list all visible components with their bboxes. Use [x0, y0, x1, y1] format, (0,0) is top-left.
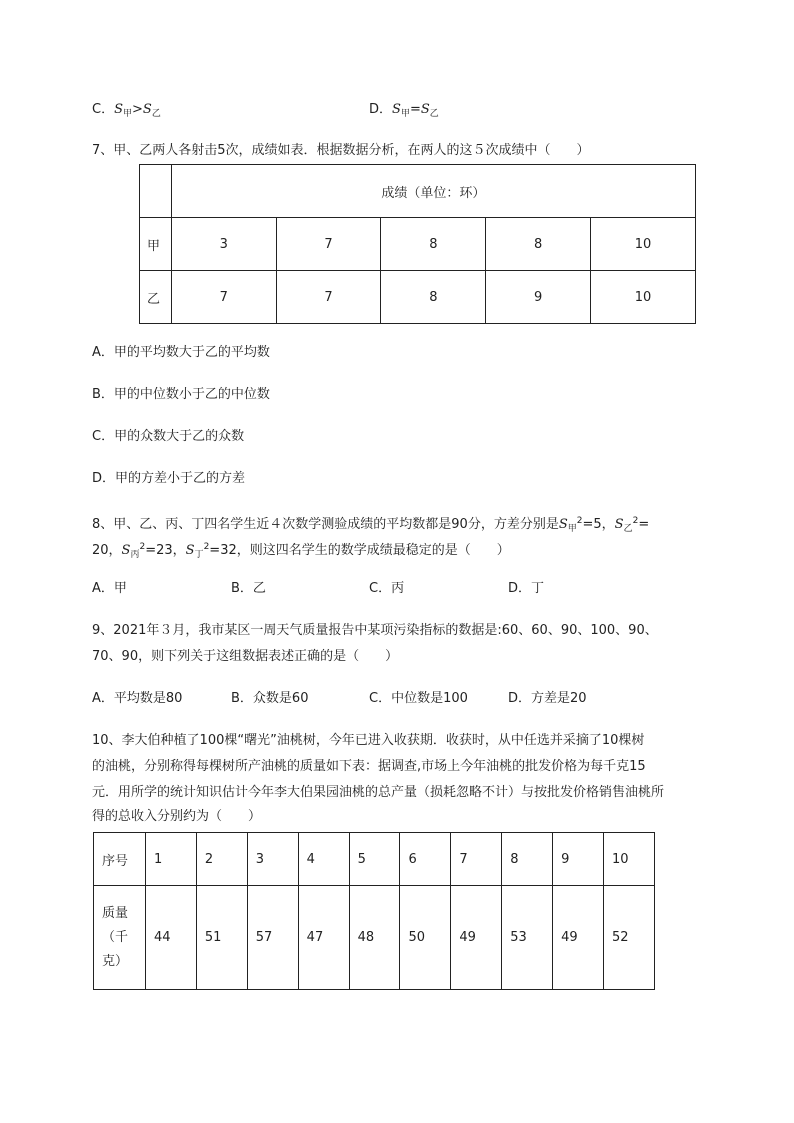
q7-header-row: [140, 165, 696, 218]
q8-line-2: 20，$S_丙^2=23$，$S_丁^2=32$，则这四名学生的数学成绩最稳定的是（ ）: [92, 542, 510, 560]
q6-option-d: D．$S_甲=S_乙$: [369, 102, 439, 119]
q7-score-table: [139, 164, 696, 324]
q10-line-2: 的油桃，分别称得每棵树所产油桃的质量如下表：据调查,市场上今年油桃的批发价格为每千克15: [92, 759, 646, 774]
q9-line-2: 70、90，则下列关于这组数据表述正确的是（ ）: [92, 649, 399, 664]
q8-line-1: 8、甲、乙、丙、丁四名学生近４次数学测验成绩的平均数都是90分，方差分别是$S_甲^2=5$，$S_乙^2=$: [92, 516, 650, 534]
q10-index-cell: 10: [604, 833, 655, 886]
q7-row-label: 乙: [140, 271, 172, 324]
q7-option-d: D．甲的方差小于乙的方差: [92, 471, 246, 486]
q7-cell: 8: [381, 218, 486, 271]
q10-index-row: [94, 833, 655, 886]
q10-line-4: 得的总收入分别约为（ ）: [92, 809, 262, 824]
q7-option-a: A．甲的平均数大于乙的平均数: [92, 345, 270, 360]
q7-cell: 7: [276, 218, 381, 271]
q10-mass-cell: 49: [451, 886, 502, 990]
q7-cell: 7: [171, 271, 276, 324]
q8-option-d: D．丁: [508, 581, 545, 596]
q7-cell: 8: [486, 218, 591, 271]
q10-row-label: 质量 （千 克）: [94, 886, 146, 990]
q7-option-c: C．甲的众数大于乙的众数: [92, 429, 245, 444]
q10-index-cell: 4: [298, 833, 349, 886]
q10-mass-table: [93, 832, 655, 990]
q8-option-c: C．丙: [369, 581, 405, 596]
q10-mass-row: [94, 886, 655, 990]
q7-cell: 8: [381, 271, 486, 324]
q10-row-label: 序号: [94, 833, 146, 886]
q7-option-b: B．甲的中位数小于乙的中位数: [92, 387, 270, 402]
q8-option-a: A．甲: [92, 581, 127, 596]
q10-mass-cell: 51: [196, 886, 247, 990]
q9-option-d: D．方差是20: [508, 691, 587, 706]
q7-cell: 3: [171, 218, 276, 271]
q7-row-yi: [140, 271, 696, 324]
q10-index-cell: 5: [349, 833, 400, 886]
q10-index-cell: 9: [553, 833, 604, 886]
q9-option-b: B．众数是60: [231, 691, 309, 706]
q7-cell: 9: [486, 271, 591, 324]
q7-corner-cell: [140, 165, 172, 218]
q9-option-a: A．平均数是80: [92, 691, 183, 706]
q8-option-b: B．乙: [231, 581, 266, 596]
q7-header-cell: 成绩（单位：环）: [171, 165, 695, 218]
q7-stem: 7、甲、乙两人各射击5次，成绩如表．根据数据分析，在两人的这５次成绩中（ ）: [92, 143, 590, 158]
q10-index-cell: 2: [196, 833, 247, 886]
q6-option-c: C．$S_甲>S_乙$: [92, 102, 161, 119]
q10-mass-cell: 47: [298, 886, 349, 990]
q10-line-1: 10、李大伯种植了100棵“曙光”油桃树，今年已进入收获期．收获时，从中任选并采摘了10棵树: [92, 733, 645, 748]
q10-index-cell: 1: [146, 833, 197, 886]
q10-index-cell: 6: [400, 833, 451, 886]
q10-mass-cell: 50: [400, 886, 451, 990]
q7-cell: 7: [276, 271, 381, 324]
q10-mass-cell: 48: [349, 886, 400, 990]
q7-row-label: 甲: [140, 218, 172, 271]
q10-mass-cell: 53: [502, 886, 553, 990]
q7-row-jia: [140, 218, 696, 271]
q10-index-cell: 7: [451, 833, 502, 886]
q9-option-c: C．中位数是100: [369, 691, 468, 706]
q10-index-cell: 8: [502, 833, 553, 886]
q10-mass-cell: 49: [553, 886, 604, 990]
q7-cell: 10: [591, 271, 696, 324]
q9-line-1: 9、2021年３月，我市某区一周天气质量报告中某项污染指标的数据是:60、60、90、100、90、: [92, 623, 658, 638]
q10-mass-cell: 57: [247, 886, 298, 990]
q10-mass-cell: 44: [146, 886, 197, 990]
q7-cell: 10: [591, 218, 696, 271]
q10-line-3: 元．用所学的统计知识估计今年李大伯果园油桃的总产量（损耗忽略不计）与按批发价格销售油桃所: [92, 785, 665, 800]
q10-mass-cell: 52: [604, 886, 655, 990]
q10-index-cell: 3: [247, 833, 298, 886]
